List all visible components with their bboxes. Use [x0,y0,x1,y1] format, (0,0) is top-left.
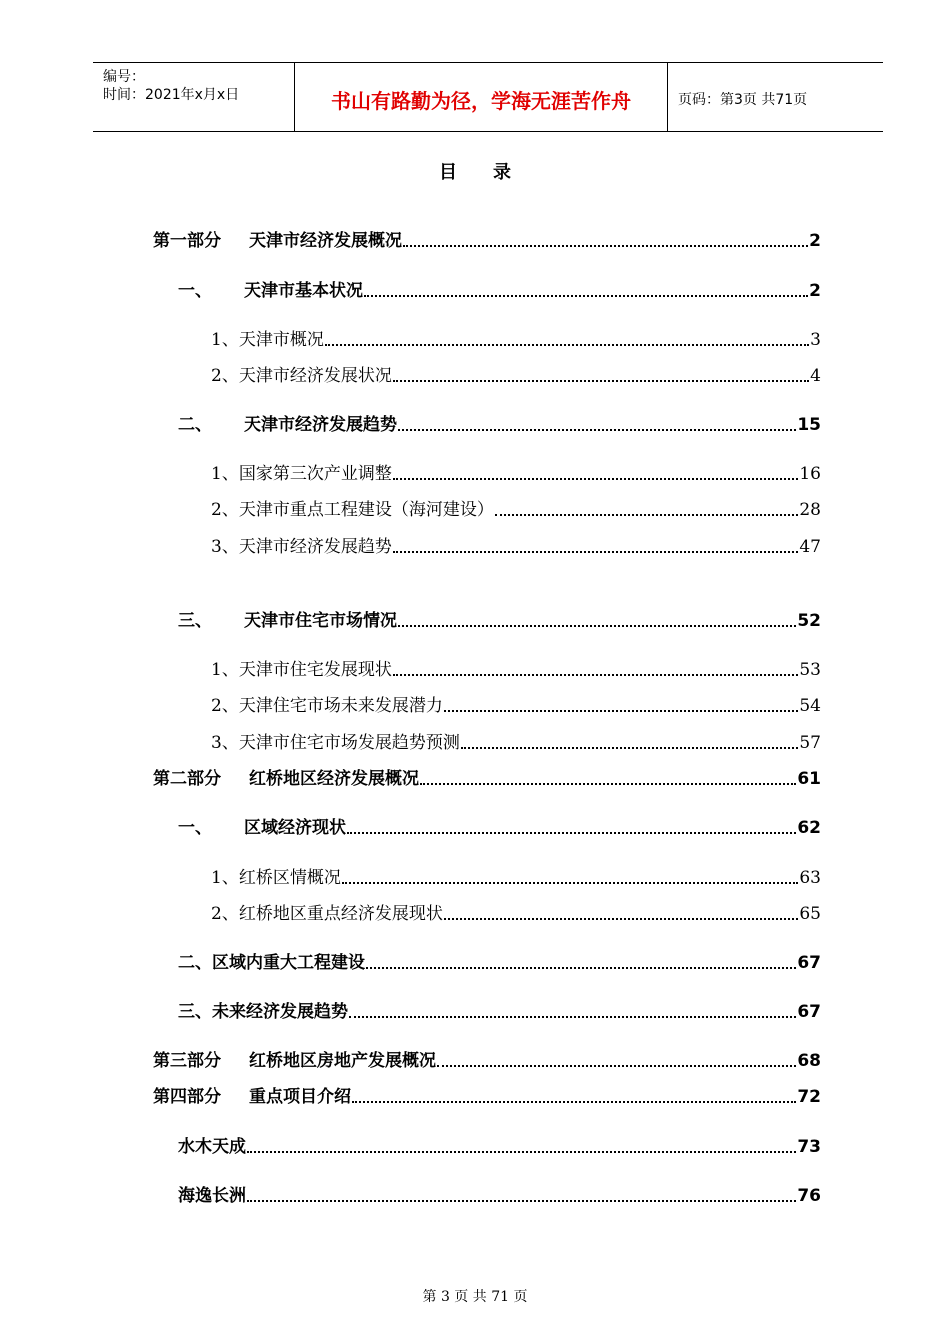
toc-entry-subsection[interactable] [211,328,821,352]
page-footer: 第 3 页 共 71 页 [422,1289,528,1305]
toc-entry-page: 3 [810,330,821,350]
toc-entry-label: 重点项目介绍 [249,1087,351,1107]
toc-entry-label: 天津市概况 [238,330,324,350]
toc-leader-dots [393,551,799,553]
toc-leader-dots [247,1151,796,1153]
toc-entry-part-3[interactable] [153,1049,821,1073]
toc-leader-dots [349,1016,796,1018]
toc-entry-page: 67 [797,1002,821,1022]
toc-entry-subsection[interactable] [211,731,821,755]
toc-title: 目录 [439,162,547,183]
toc-entry-section[interactable] [178,413,821,437]
toc-entry-page: 65 [799,904,821,924]
toc-entry-subsection[interactable] [211,902,821,926]
document-number-label: 编号： [103,69,145,85]
toc-entry-page: 15 [797,415,821,435]
toc-entry-number: 第四部分 [153,1087,221,1107]
toc-entry-label: 天津市住宅市场发展趋势预测 [238,733,460,753]
toc-entry-subsection[interactable] [211,866,821,890]
toc-entry-subsection[interactable] [211,364,821,388]
toc-entry-page: 67 [797,953,821,973]
toc-entry-label: 天津市重点工程建设（海河建设） [238,500,494,520]
toc-entry-label: 天津市住宅发展现状 [238,660,392,680]
toc-leader-dots [420,783,796,785]
toc-entry-label: 二、区域内重大工程建设 [178,953,365,973]
toc-entry-number: 3、 [211,537,239,557]
toc-entry-number: 第二部分 [153,769,221,789]
toc-entry-number: 2、 [211,696,239,716]
toc-entry-number: 1、 [211,868,239,888]
toc-entry-label: 天津市住宅市场情况 [244,611,397,631]
toc-entry-section[interactable] [178,279,821,303]
toc-entry-subsection[interactable] [211,658,821,682]
toc-leader-dots [342,882,799,884]
toc-leader-dots [347,832,796,834]
toc-leader-dots [393,674,799,676]
toc-leader-dots [398,625,796,627]
toc-entry-part-2[interactable] [153,767,821,791]
toc-entry-page: 2 [809,231,821,251]
toc-entry-label: 天津市经济发展状况 [238,366,392,386]
document-time-label: 时间：2021年x月x日 [103,87,240,103]
toc-leader-dots [247,1200,796,1202]
toc-entry-page: 2 [809,281,821,301]
toc-entry-number: 2、 [211,366,239,386]
toc-entry-label: 海逸长洲 [178,1186,246,1206]
toc-entry-section[interactable] [178,609,821,633]
toc-entry-number: 2、 [211,500,239,520]
toc-leader-dots [444,710,799,712]
toc-entry-label: 天津市基本状况 [244,281,363,301]
toc-entry-page: 62 [797,818,821,838]
toc-entry-number: 三、 [178,611,212,631]
toc-entry-page: 52 [797,611,821,631]
toc-entry-label: 天津住宅市场未来发展潜力 [238,696,443,716]
toc-entry-label: 天津市经济发展概况 [249,231,402,251]
toc-entry-section[interactable] [178,1000,821,1024]
toc-entry-page: 57 [799,733,821,753]
toc-leader-dots [403,245,808,247]
toc-entry-label: 红桥区情概况 [238,868,341,888]
toc-leader-dots [461,747,799,749]
toc-entry-label: 红桥地区重点经济发展现状 [238,904,443,924]
toc-entry-label: 三、未来经济发展趋势 [178,1002,348,1022]
toc-entry-page: 16 [799,464,821,484]
toc-leader-dots [366,967,796,969]
toc-entry-number: 1、 [211,464,239,484]
toc-entry-part-4[interactable] [153,1085,821,1109]
toc-leader-dots [398,429,796,431]
toc-entry-label: 红桥地区经济发展概况 [249,769,419,789]
toc-leader-dots [393,380,809,382]
toc-leader-dots [352,1101,796,1103]
toc-entry-label: 天津市经济发展趋势 [244,415,397,435]
toc-leader-dots [325,344,809,346]
toc-entry-page: 61 [797,769,821,789]
toc-entry-page: 53 [799,660,821,680]
toc-entry-number: 1、 [211,330,239,350]
toc-entry-page: 76 [797,1186,821,1206]
toc-entry-page: 47 [799,537,821,557]
toc-entry-number: 2、 [211,904,239,924]
toc-leader-dots [444,918,799,920]
toc-entry-number: 3、 [211,733,239,753]
toc-entry-label: 红桥地区房地产发展概况 [249,1051,436,1071]
toc-entry-number: 一、 [178,281,212,301]
toc-entry-page: 54 [799,696,821,716]
toc-entry-page: 4 [810,366,821,386]
toc-leader-dots [437,1065,796,1067]
toc-leader-dots [495,514,799,516]
header-motto: 书山有路勤为径，学海无涯苦作舟 [331,89,631,113]
toc-entry-number: 第三部分 [153,1051,221,1071]
toc-entry-project[interactable] [178,1184,821,1208]
toc-entry-section[interactable] [178,816,821,840]
toc-entry-section[interactable] [178,951,821,975]
toc-entry-subsection[interactable] [211,535,821,559]
toc-entry-page: 28 [799,500,821,520]
toc-entry-subsection[interactable] [211,694,821,718]
toc-entry-label: 国家第三次产业调整 [238,464,392,484]
toc-leader-dots [364,295,808,297]
header-page-info: 页码：第3页 共71页 [678,92,808,108]
toc-entry-number: 第一部分 [153,231,221,251]
toc-entry-project[interactable] [178,1135,821,1159]
toc-entry-page: 68 [797,1051,821,1071]
toc-entry-label: 区域经济现状 [244,818,346,838]
toc-entry-number: 1、 [211,660,239,680]
toc-leader-dots [393,478,799,480]
toc-entry-subsection[interactable] [211,498,821,522]
toc-entry-page: 63 [799,868,821,888]
toc-entry-subsection[interactable] [211,462,821,486]
toc-entry-label: 天津市经济发展趋势 [238,537,392,557]
toc-entry-number: 二、 [178,415,212,435]
toc-entry-number: 一、 [178,818,212,838]
toc-entry-page: 72 [797,1087,821,1107]
toc-entry-page: 73 [797,1137,821,1157]
toc-entry-part-1[interactable] [153,229,821,253]
toc-entry-label: 水木天成 [178,1137,246,1157]
